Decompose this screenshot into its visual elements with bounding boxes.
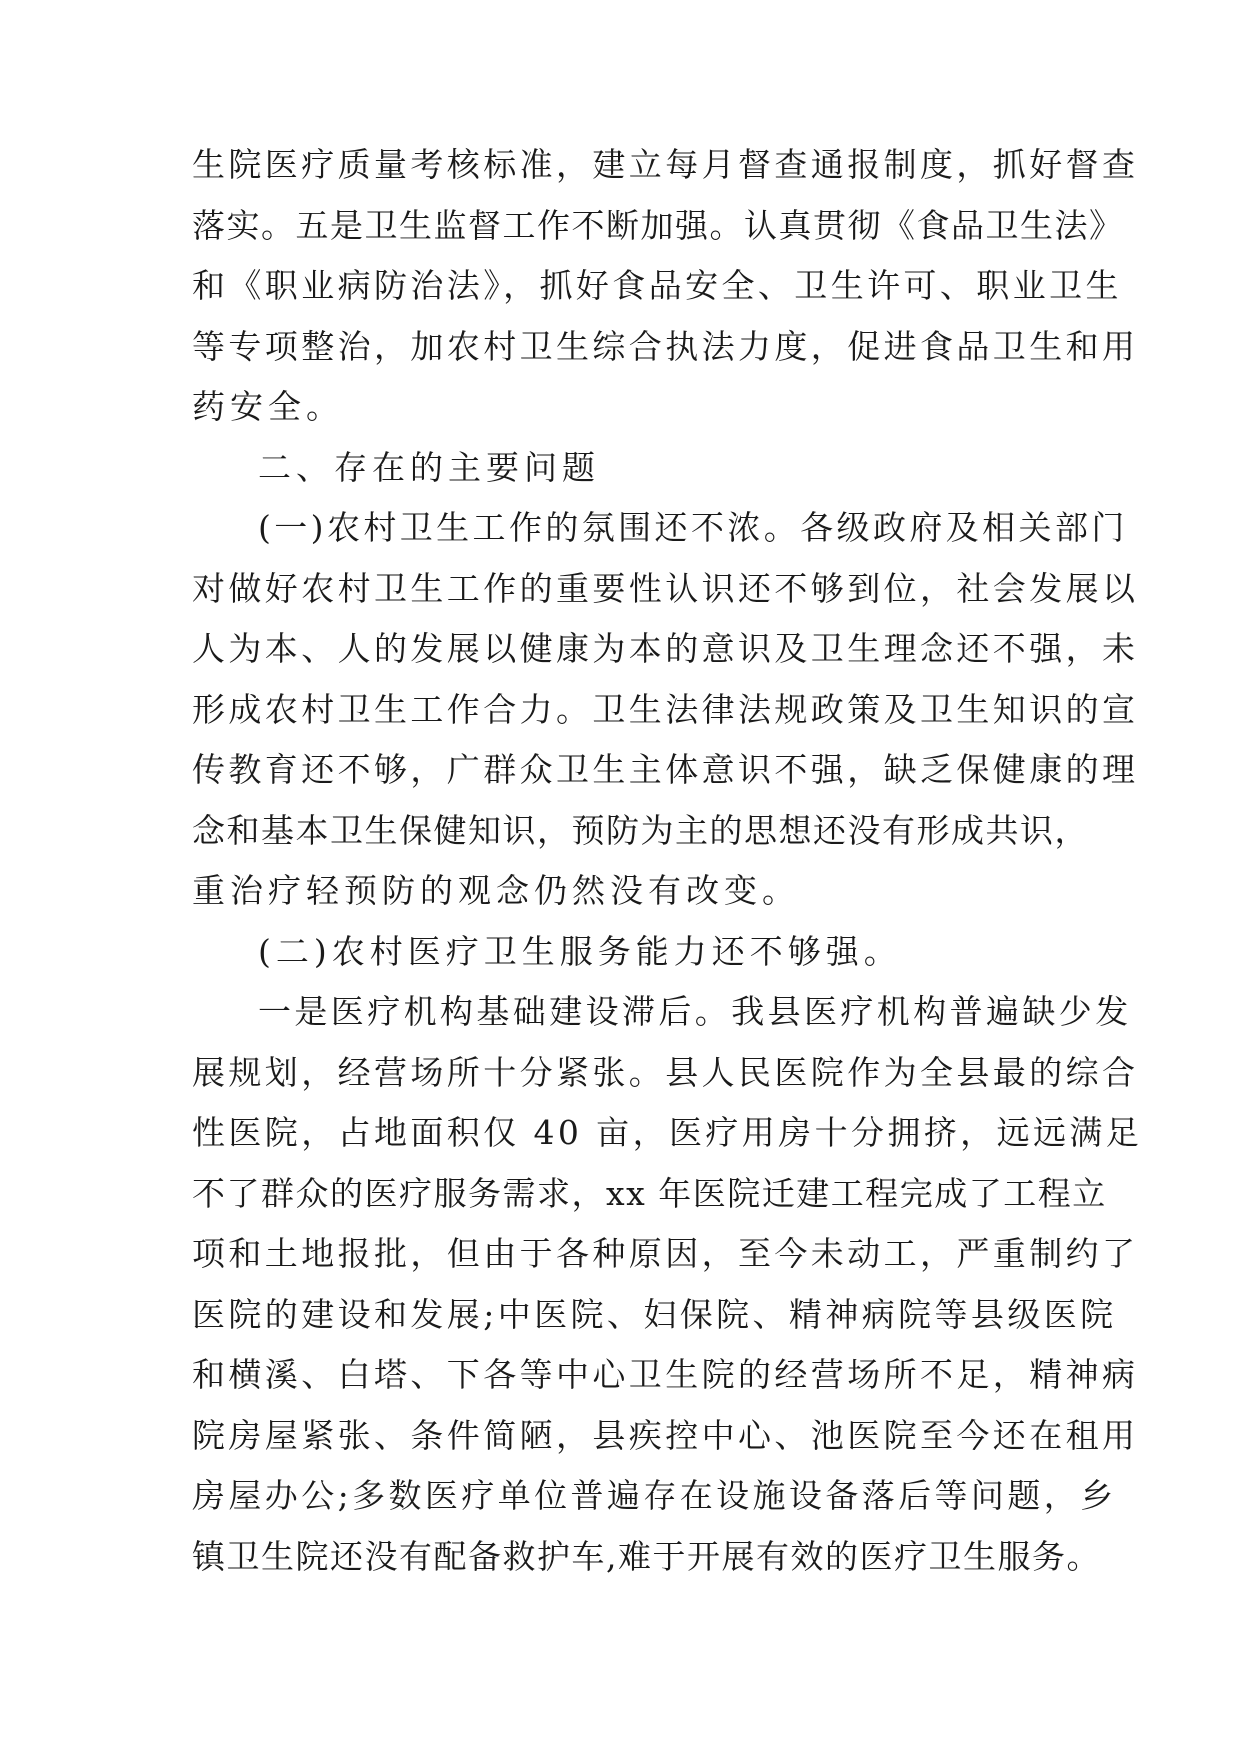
text-line: 院房屋紧张、条件简陋，县疾控中心、池医院至今还在租用 — [192, 1415, 1139, 1455]
text-line: 重治疗轻预防的观念仍然没有改变。 — [192, 871, 800, 910]
text-line: 药安全。 — [192, 387, 344, 426]
text-line: 医院的建设和发展;中医院、妇保院、精神病院等县级医院 — [192, 1294, 1117, 1334]
text-line: 对做好农村卫生工作的重要性认识还不够到位，社会发展以 — [192, 568, 1139, 608]
text-line: 镇卫生院还没有配备救护车,难于开展有效的医疗卫生服务。 — [192, 1536, 1101, 1576]
text-line: 性医院，占地面积仅 40 亩，医疗用房十分拥挤，远远满足 — [192, 1113, 1143, 1152]
text-line: 形成农村卫生工作合力。卫生法律法规政策及卫生知识的宣 — [192, 689, 1139, 729]
text-line: 等专项整治，加农村卫生综合执法力度，促进食品卫生和用 — [192, 326, 1139, 366]
text-line: 项和土地报批，但由于各种原因，至今未动工，严重制约了 — [192, 1234, 1139, 1273]
section-heading: 二、存在的主要问题 — [258, 447, 600, 487]
text-line: 和横溪、白塔、下各等中心卫生院的经营场所不足，精神病 — [192, 1355, 1139, 1394]
text-line: 人为本、人的发展以健康为本的意识及卫生理念还不强，未 — [192, 629, 1139, 668]
subsection-heading: (一)农村卫生工作的氛围还不浓。各级政府及相关部门 — [258, 508, 1128, 547]
text-line: 房屋办公;多数医疗单位普遍存在设施设备落后等问题，乡 — [192, 1476, 1117, 1515]
subsection-heading: (二)农村医疗卫生服务能力还不够强。 — [258, 931, 902, 971]
text-line: 一是医疗机构基础建设滞后。我县医疗机构普遍缺少发 — [258, 992, 1132, 1031]
text-line: 落实。五是卫生监督工作不断加强。认真贯彻《食品卫生法》 — [192, 205, 1124, 245]
text-line: 念和基本卫生保健知识，预防为主的思想还没有形成共识， — [192, 810, 1089, 850]
text-line: 展规划，经营场所十分紧张。县人民医院作为全县最的综合 — [192, 1052, 1139, 1092]
text-line: 和《职业病防治法》，抓好食品安全、卫生许可、职业卫生 — [192, 266, 1122, 305]
document-page — [192, 135, 1143, 1587]
text-line: 生院医疗质量考核标准，建立每月督查通报制度，抓好督查 — [192, 145, 1139, 184]
text-line: 传教育还不够，广群众卫生主体意识不强，缺乏保健康的理 — [192, 750, 1139, 789]
text-line: 不了群众的医疗服务需求，xx 年医院迁建工程完成了工程立 — [192, 1173, 1107, 1213]
